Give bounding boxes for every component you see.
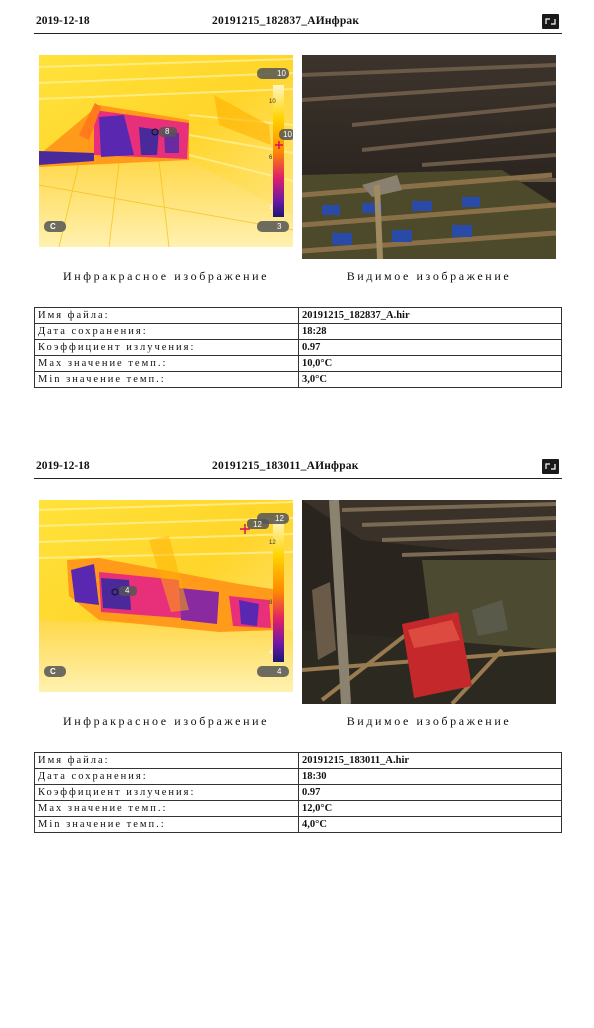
info-table bbox=[34, 752, 562, 833]
info-value: 12,0°C bbox=[299, 801, 562, 817]
ir-unit-label: C bbox=[50, 667, 56, 676]
camera-logo-icon bbox=[542, 459, 559, 474]
report-header bbox=[34, 12, 562, 34]
ir-cursor-label: 4 bbox=[125, 586, 130, 595]
table-row bbox=[35, 785, 562, 801]
infrared-image bbox=[39, 55, 293, 247]
ir-scale-tick: 8 bbox=[269, 600, 273, 606]
info-key: Max значение темп.: bbox=[35, 356, 299, 372]
info-key: Коэффициент излучения: bbox=[35, 340, 299, 356]
report-date: 2019-12-18 bbox=[36, 460, 90, 472]
ir-marker-label: 12 bbox=[253, 520, 262, 529]
table-row bbox=[35, 817, 562, 833]
info-value: 3,0°C bbox=[299, 372, 562, 388]
info-value: 0.97 bbox=[299, 785, 562, 801]
table-row bbox=[35, 372, 562, 388]
ir-scale-tick: 12 bbox=[269, 540, 276, 546]
info-key: Min значение темп.: bbox=[35, 372, 299, 388]
ir-scale-tick: 6 bbox=[269, 155, 273, 161]
table-row bbox=[35, 308, 562, 324]
ir-scale-tick: 10 bbox=[269, 99, 276, 105]
info-key: Коэффициент излучения: bbox=[35, 785, 299, 801]
ir-cursor-label: 8 bbox=[165, 127, 170, 136]
ir-scale-tick: 3 bbox=[269, 205, 273, 211]
table-row bbox=[35, 340, 562, 356]
ir-min-label: 4 bbox=[277, 667, 282, 676]
ir-unit-label: C bbox=[50, 222, 56, 231]
camera-logo-icon bbox=[542, 14, 559, 29]
info-value: 18:28 bbox=[299, 324, 562, 340]
report-date: 2019-12-18 bbox=[36, 15, 90, 27]
info-key: Дата сохранения: bbox=[35, 324, 299, 340]
ir-max-label: 12 bbox=[275, 514, 284, 523]
table-row bbox=[35, 769, 562, 785]
info-value: 20191215_182837_A.hir bbox=[299, 308, 562, 324]
ir-max-label: 10 bbox=[277, 69, 286, 78]
report-title: 20191215_183011_АИнфрак bbox=[212, 460, 359, 472]
ir-scale-tick: 4 bbox=[269, 650, 273, 656]
table-row bbox=[35, 753, 562, 769]
info-value: 20191215_183011_A.hir bbox=[299, 753, 562, 769]
visible-caption: Видимое изображение bbox=[346, 714, 512, 728]
report-header bbox=[34, 457, 562, 479]
info-table bbox=[34, 307, 562, 388]
ir-min-label: 3 bbox=[277, 222, 282, 231]
info-key: Имя файла: bbox=[35, 753, 299, 769]
info-value: 4,0°C bbox=[299, 817, 562, 833]
info-key: Max значение темп.: bbox=[35, 801, 299, 817]
info-key: Имя файла: bbox=[35, 308, 299, 324]
info-key: Дата сохранения: bbox=[35, 769, 299, 785]
infrared-image bbox=[39, 500, 293, 692]
table-row bbox=[35, 324, 562, 340]
table-row bbox=[35, 801, 562, 817]
visible-image bbox=[302, 500, 556, 704]
visible-image bbox=[302, 55, 556, 259]
info-key: Min значение темп.: bbox=[35, 817, 299, 833]
report-title: 20191215_182837_АИнфрак bbox=[212, 15, 360, 27]
info-value: 10,0°C bbox=[299, 356, 562, 372]
infrared-caption: Инфракрасное изображение bbox=[62, 714, 270, 728]
info-value: 18:30 bbox=[299, 769, 562, 785]
infrared-caption: Инфракрасное изображение bbox=[62, 269, 270, 283]
info-value: 0.97 bbox=[299, 340, 562, 356]
table-row bbox=[35, 356, 562, 372]
visible-caption: Видимое изображение bbox=[346, 269, 512, 283]
ir-marker-label: 10 bbox=[283, 130, 292, 139]
